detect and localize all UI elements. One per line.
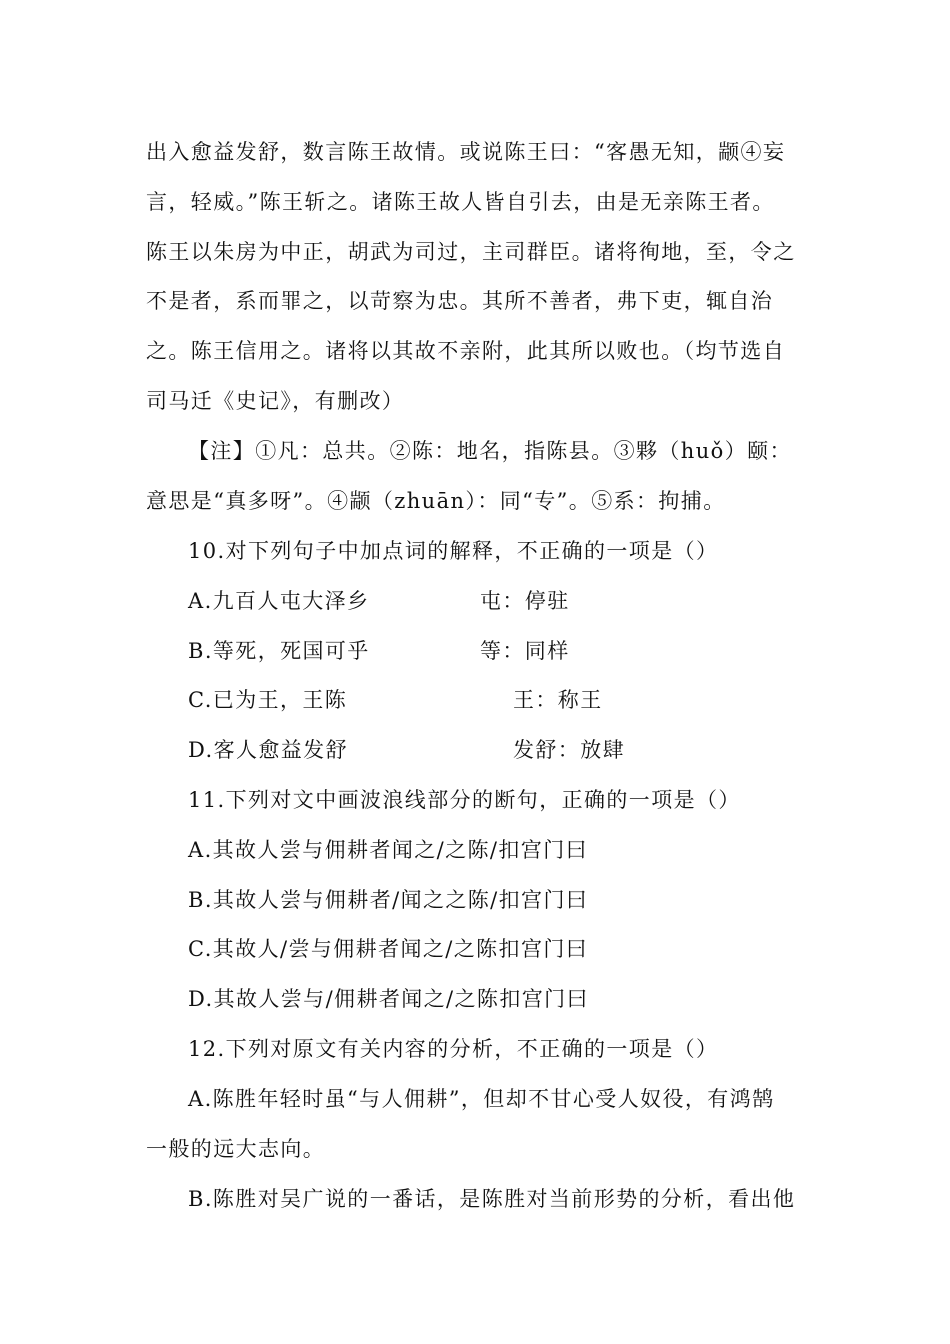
q10-option-a-expl: 屯：停驻	[480, 589, 570, 613]
q12-option-a-line-1: A.陈胜年轻时虽“与人佣耕”，但却不甘心受人奴役，有鸿鹄	[188, 1087, 775, 1111]
passage-line-5: 之。陈王信用之。诸将以其故不亲附，此其所以败也。（均节选自	[146, 339, 786, 363]
q11-stem: 11.下列对文中画波浪线部分的断句，正确的一项是（）	[188, 788, 741, 812]
passage-line-6: 司马迁《史记》，有删改）	[146, 389, 405, 413]
q12-option-a-line-2: 一般的远大志向。	[146, 1137, 326, 1161]
q11-option-d: D.其故人尝与/佣耕者闻之/之陈扣宫门曰	[188, 987, 589, 1011]
passage-line-1: 出入愈益发舒，数言陈王故情。或说陈王曰：“客愚无知，颛④妄	[146, 140, 786, 164]
q10-option-a-text: A.九百人屯大泽乡	[188, 589, 370, 613]
passage-line-3: 陈王以朱房为中正，胡武为司过，主司群臣。诸将徇地，至，令之	[146, 240, 796, 264]
q10-option-b-text: B.等死，死国可乎	[188, 639, 370, 663]
q10-option-d-text: D.客人愈益发舒	[188, 738, 348, 762]
q10-option-b-expl: 等：同样	[480, 639, 570, 663]
q11-option-b: B.其故人尝与佣耕者/闻之之陈/扣宫门曰	[188, 888, 589, 912]
q11-option-c: C.其故人/尝与佣耕者闻之/之陈扣宫门曰	[188, 937, 589, 961]
q10-stem: 10.对下列句子中加点词的解释，不正确的一项是（）	[188, 539, 719, 563]
q12-option-b-line-1: B.陈胜对吴广说的一番话，是陈胜对当前形势的分析，看出他	[188, 1187, 796, 1211]
passage-line-2: 言，轻威。”陈王斩之。诸陈王故人皆自引去，由是无亲陈王者。	[146, 190, 775, 214]
q11-option-a: A.其故人尝与佣耕者闻之/之陈/扣宫门曰	[188, 838, 588, 862]
passage-line-4: 不是者，系而罪之，以苛察为忠。其所不善者，弗下吏，辄自治	[146, 289, 774, 313]
q10-option-c-text: C.已为王，王陈	[188, 688, 348, 712]
q10-option-c-expl: 王：称王	[513, 688, 603, 712]
q10-option-d-expl: 发舒：放肆	[513, 738, 625, 762]
q12-stem: 12.下列对原文有关内容的分析，不正确的一项是（）	[188, 1037, 719, 1061]
notes-line-2: 意思是“真多呀”。④颛（zhuān）：同“专”。⑤系：拘捕。	[146, 489, 726, 513]
notes-line-1: 【注】①凡：总共。②陈：地名，指陈县。③夥（huǒ）颐：	[188, 439, 792, 463]
